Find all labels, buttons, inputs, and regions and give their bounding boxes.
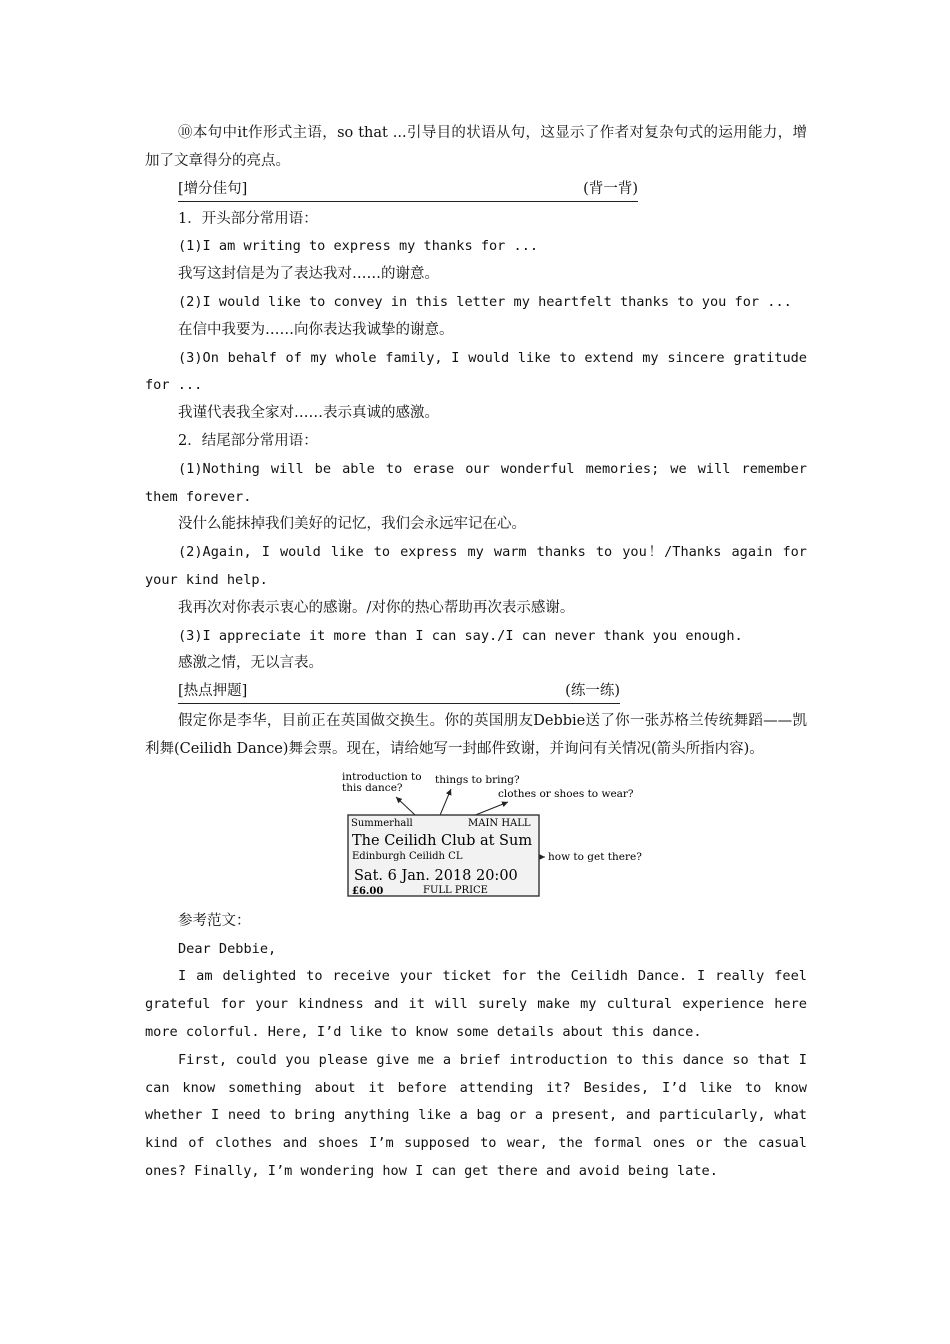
phrase-chinese: 没什么能抹掉我们美好的记忆，我们会永远牢记在心。 xyxy=(178,516,526,533)
phrase-chinese: 我再次对你表示衷心的感谢。/对你的热心帮助再次表示感谢。 xyxy=(178,599,575,616)
callout-get-there: how to get there? xyxy=(548,850,642,863)
ticket-datetime: Sat. 6 Jan. 2018 20:00 xyxy=(354,867,518,884)
section-heading-practice xyxy=(178,680,620,704)
callout-clothes: clothes or shoes to wear? xyxy=(498,787,634,800)
task-prompt: 假定你是李华，目前正在英国做交换生。你的英国朋友Debbie送了你一张苏格兰传统舞蹈——凯利舞(Ceilidh Dance)舞会票。现在，请给她写一封邮件致谢，并询问有关情况(箭头所指内容)。 xyxy=(145,713,807,757)
ticket-hall: MAIN HALL xyxy=(468,817,531,829)
section-heading-phrases xyxy=(178,178,638,202)
phrase-chinese: 感激之情，无以言表。 xyxy=(178,655,323,672)
phrase-english: (3)I appreciate it more than I can say./I can never thank you enough. xyxy=(178,627,743,644)
ticket-price-label: FULL PRICE xyxy=(423,884,488,896)
document-page xyxy=(145,120,807,1186)
section-title: [增分佳句] xyxy=(178,180,248,197)
ticket-organizer: Edinburgh Ceilidh CL xyxy=(352,850,463,862)
phrase-chinese: 我谨代表我全家对……表示真诚的感激。 xyxy=(178,405,439,422)
list-heading: 2．结尾部分常用语： xyxy=(178,432,318,449)
list-heading: 1．开头部分常用语： xyxy=(178,210,318,227)
phrase-chinese: 我写这封信是为了表达我对……的谢意。 xyxy=(178,266,439,283)
phrase-english: (2)Again, I would like to express my warm thanks to you！/Thanks again for your kind help. xyxy=(145,544,807,588)
letter-paragraph: I am delighted to receive your ticket for the Ceilidh Dance. I really feel grateful for your kindness and it will surely make my cultural experience here more colorful. Here, I’d like to know some details about this dance. xyxy=(145,968,807,1040)
callout-introduction: introduction to xyxy=(342,770,422,783)
section-title: [热点押题] xyxy=(178,683,248,700)
sample-label: 参考范文： xyxy=(178,912,251,929)
ticket-event: The Ceilidh Club at Sum xyxy=(352,832,533,849)
letter-greeting: Dear Debbie, xyxy=(178,940,277,957)
callout-bring: things to bring? xyxy=(435,773,520,786)
callout-introduction-2: this dance? xyxy=(342,781,403,794)
phrase-english: (3)On behalf of my whole family, I would like to extend my sincere gratitude for ... xyxy=(145,349,807,394)
section-tag: (背一背) xyxy=(583,180,638,197)
ticket-price: £6.00 xyxy=(352,885,384,897)
phrase-english: (1)I am writing to express my thanks for ... xyxy=(178,238,539,255)
ticket-diagram xyxy=(145,770,807,910)
phrase-chinese: 在信中我要为……向你表达我诚挚的谢意。 xyxy=(178,321,454,338)
phrase-english: (2)I would like to convey in this letter my heartfelt thanks to you for ... xyxy=(178,293,792,310)
ticket-venue: Summerhall xyxy=(351,817,413,829)
ticket-figure xyxy=(145,770,807,910)
note-paragraph: ⑩本句中it作形式主语，so that ...引导目的状语从句，这显示了作者对复杂句式的运用能力，增加了文章得分的亮点。 xyxy=(145,125,807,169)
phrase-english: (1)Nothing will be able to erase our wonderful memories; we will remember them forever. xyxy=(145,460,807,505)
letter-paragraph: First, could you please give me a brief introduction to this dance so that I can know something about it before attending it? Besides, I’d like to know whether I need to bring anything like a bag or a present, and particularly, what kind of clothes and shoes I’m supposed to wear, the formal ones or the casual ones? Finally, I’m wondering how I can get there and avoid being late. xyxy=(145,1051,807,1179)
section-tag: (练一练) xyxy=(565,683,620,700)
